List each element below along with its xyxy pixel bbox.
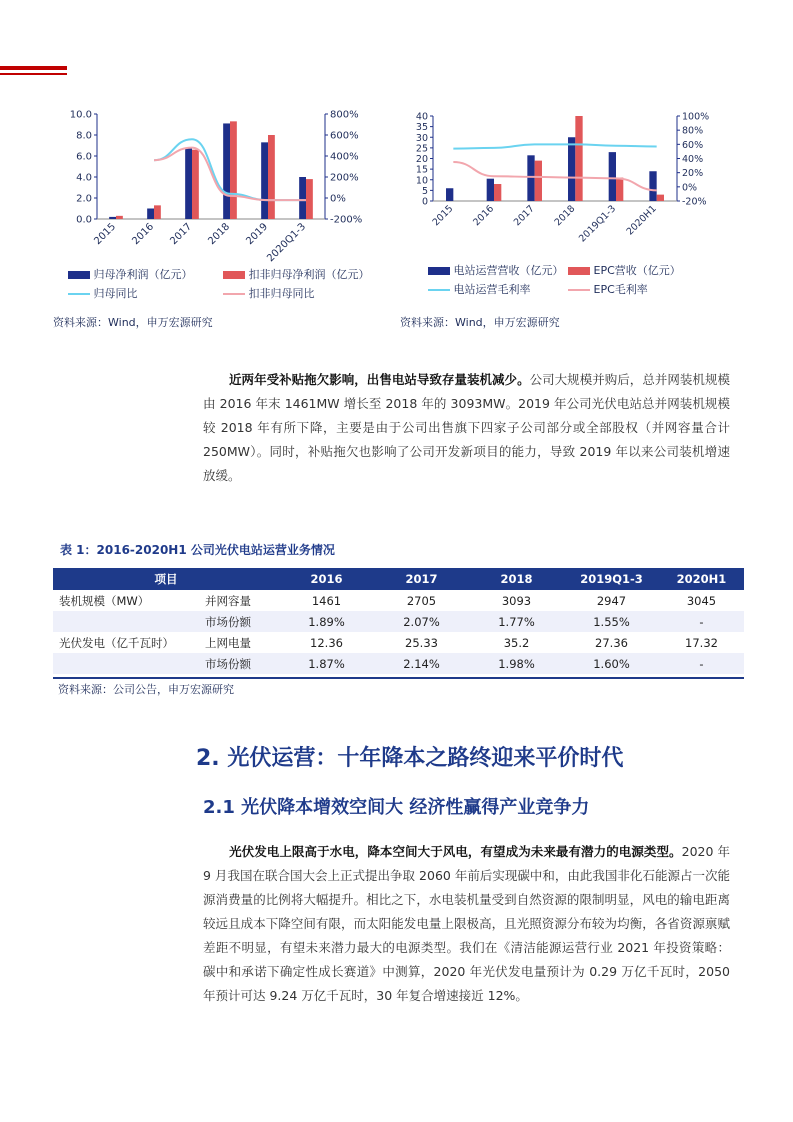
series-line xyxy=(453,144,656,148)
paragraph-2 xyxy=(203,840,730,1008)
legend-item xyxy=(68,266,193,282)
legend-item xyxy=(223,266,370,282)
bar xyxy=(192,150,199,219)
source-note-right: 资料来源：Wind，申万宏源研究 xyxy=(400,316,560,329)
y-tick-label-right: 200% xyxy=(330,172,359,184)
x-tick-label: 2018 xyxy=(206,221,233,248)
legend-swatch xyxy=(223,271,245,279)
table-cell: 2705 xyxy=(406,593,437,608)
operations-table xyxy=(53,568,744,674)
table-cell: 市场份额 xyxy=(199,611,279,632)
legend-label: 扣非归母净利润（亿元） xyxy=(248,268,370,281)
x-tick-label: 2015 xyxy=(92,221,119,248)
bar xyxy=(109,217,116,219)
y-tick-label-right: -200% xyxy=(330,214,363,226)
x-tick-label: 2019 xyxy=(244,221,271,248)
bar xyxy=(306,179,313,219)
x-tick-label: 2015 xyxy=(430,203,456,229)
table-row xyxy=(53,611,744,632)
legend-label: EPC营收（亿元） xyxy=(593,264,681,277)
table-cell: 并网容量 xyxy=(205,593,251,608)
table-cell: 25.33 xyxy=(405,635,438,650)
y-tick-label-right: 40% xyxy=(682,154,704,165)
table-cell: - xyxy=(659,653,744,674)
table-cell: 1.77% xyxy=(469,611,564,632)
table-cell: 35.2 xyxy=(503,635,530,650)
bar xyxy=(527,155,534,201)
table-header-cell: 2018 xyxy=(469,568,564,590)
bar xyxy=(116,216,123,219)
x-tick-label: 2017 xyxy=(168,221,195,248)
legend-label: EPC毛利率 xyxy=(593,283,648,296)
bar xyxy=(299,177,306,219)
table-source-note: 资料来源：公司公告，申万宏源研究 xyxy=(58,683,234,696)
legend-swatch xyxy=(428,267,450,275)
y-tick-label-left: 10 xyxy=(415,175,428,187)
y-tick-label-left: 8.0 xyxy=(76,130,92,142)
y-tick-label-left: 4.0 xyxy=(76,172,92,184)
bar xyxy=(446,188,453,201)
x-tick-label: 2017 xyxy=(511,203,537,229)
table-cell: 2947 xyxy=(596,593,627,608)
table-cell: 1.87% xyxy=(279,653,374,674)
x-tick-label: 2019Q1-3 xyxy=(576,203,619,245)
y-tick-label-left: 2.0 xyxy=(76,193,92,205)
table-cell: 1.55% xyxy=(564,611,659,632)
legend-item xyxy=(68,285,138,301)
table-row xyxy=(53,632,744,653)
bar xyxy=(657,195,664,201)
y-tick-label-right: 600% xyxy=(330,130,359,142)
y-tick-label-left: 6.0 xyxy=(76,151,92,163)
legend-label: 归母同比 xyxy=(93,287,138,300)
legend-swatch xyxy=(428,289,450,291)
bar xyxy=(535,161,542,201)
chart-revenue xyxy=(405,108,735,258)
x-tick-label: 2016 xyxy=(471,203,497,229)
y-tick-label-right: 100% xyxy=(682,111,710,123)
table-row xyxy=(53,590,744,611)
table-header-cell: 2019Q1-3 xyxy=(564,568,659,590)
bar xyxy=(575,116,582,201)
table-cell: 上网电量 xyxy=(205,635,251,650)
x-tick-label: 2020Q1-3 xyxy=(265,221,309,265)
bar xyxy=(147,209,154,220)
legend-item xyxy=(568,262,681,278)
bar xyxy=(616,178,623,201)
table-title: 表 1：2016-2020H1 公司光伏电站运营业务情况 xyxy=(60,543,335,557)
y-tick-label-left: 5 xyxy=(421,185,428,197)
bar xyxy=(154,205,161,219)
paragraph-2-lead: 光伏发电上限高于水电，降本空间大于风电，有望成为未来最有潜力的电源类型。 xyxy=(229,844,682,859)
paragraph-1-lead: 近两年受补贴拖欠影响，出售电站导致存量装机减少。 xyxy=(229,372,530,387)
legend-label: 电站运营毛利率 xyxy=(453,283,531,296)
y-tick-label-left: 20 xyxy=(415,154,428,165)
y-tick-label-right: 400% xyxy=(330,151,359,163)
legend-swatch xyxy=(68,271,90,279)
y-tick-label-right: 0% xyxy=(682,182,698,194)
bar xyxy=(268,135,275,219)
legend-swatch xyxy=(568,289,590,291)
y-tick-label-left: 25 xyxy=(415,143,428,155)
y-tick-label-left: 35 xyxy=(415,122,428,134)
y-tick-label-right: 0% xyxy=(330,193,346,205)
bar xyxy=(230,121,237,219)
y-tick-label-left: 30 xyxy=(415,132,428,144)
table-cell: 装机规模（MW） xyxy=(59,593,150,608)
legend-swatch xyxy=(223,293,245,295)
table-cell: 市场份额 xyxy=(199,653,279,674)
table-cell: 1461 xyxy=(311,593,342,608)
table-header-cell: 项目 xyxy=(53,568,279,590)
y-tick-label-right: 80% xyxy=(682,125,704,137)
y-tick-label-right: 20% xyxy=(682,168,704,180)
bar xyxy=(223,123,230,219)
table-cell: 光伏发电（亿千瓦时） xyxy=(59,635,174,650)
bar xyxy=(649,171,656,201)
table-cell: 1.98% xyxy=(469,653,564,674)
y-tick-label-left: 10.0 xyxy=(69,109,92,121)
legend-label: 扣非归母同比 xyxy=(248,287,315,300)
bar xyxy=(494,184,501,201)
y-tick-label-right: 800% xyxy=(330,109,359,121)
table-header-row xyxy=(53,568,744,590)
table-cell: 2.07% xyxy=(374,611,469,632)
subsection-heading: 2.1 光伏降本增效空间大 经济性赢得产业竞争力 xyxy=(203,797,590,818)
table-header-cell: 2020H1 xyxy=(659,568,744,590)
y-tick-label-left: 15 xyxy=(415,164,428,176)
legend-label: 归母净利润（亿元） xyxy=(93,268,193,281)
y-tick-label-left: 0 xyxy=(421,196,428,208)
x-tick-label: 2018 xyxy=(552,203,578,229)
paragraph-1 xyxy=(203,368,730,488)
legend-label: 电站运营营收（亿元） xyxy=(453,264,564,277)
bar xyxy=(487,179,494,201)
header-red-bar-thin xyxy=(0,73,67,75)
legend-item xyxy=(428,281,531,297)
table-header-cell: 2016 xyxy=(279,568,374,590)
bar xyxy=(185,148,192,219)
table-cell: 1.60% xyxy=(564,653,659,674)
legend-item xyxy=(223,285,315,301)
bar xyxy=(568,137,575,201)
table-header-cell: 2017 xyxy=(374,568,469,590)
legend-right xyxy=(428,262,748,300)
table-cell: 27.36 xyxy=(595,635,628,650)
table-row xyxy=(53,653,744,674)
series-line xyxy=(453,162,656,190)
y-tick-label-left: 0.0 xyxy=(76,214,92,226)
table-cell: 12.36 xyxy=(310,635,343,650)
paragraph-2-body: 2020 年 9 月我国在联合国大会上正式提出争取 2060 年前后实现碳中和，由此我国非化石能源占一次能源消费量的比例将大幅提升。相比之下，水电装机量受到自然资源的限制明显，风电的输电距离较远且成本下降空间有限，而太阳能发电量上限极高，且光照资源分布较为均衡，各省资源禀赋差距不明显，有望未来潜力最大的电源类型。我们在《清洁能源运营行业 2021 年投资策略：碳中和承诺下确定性成长赛道》中测算，2020 年光伏发电量预计为 0.29 万亿千瓦时，2050 年预计可达 9.24 万亿千瓦时，30 年复合增速接近 12%。 xyxy=(203,844,730,1003)
legend-item xyxy=(568,281,648,297)
y-tick-label-right: 60% xyxy=(682,139,704,151)
header-red-bar xyxy=(0,66,67,70)
paragraph-1-body: 公司大规模并购后，总并网装机规模由 2016 年末 1461MW 增长至 2018 年的 3093MW。2019 年公司光伏电站总并网装机规模较 2018 年有所下降，主要是由于公司出售旗下四家子公司部分或全部股权（并网容量合计 250MW）。同时，补贴拖欠也影响了公司开发新项目的能力，导致 2019 年以来公司装机增速放缓。 xyxy=(203,372,730,483)
table-cell: 3045 xyxy=(686,593,717,608)
legend-swatch xyxy=(68,293,90,295)
bar xyxy=(261,142,268,219)
legend-left xyxy=(68,266,388,304)
table-cell: 1.89% xyxy=(279,611,374,632)
table-cell: 17.32 xyxy=(685,635,718,650)
y-tick-label-left: 40 xyxy=(415,111,428,123)
x-tick-label: 2016 xyxy=(130,221,157,248)
table-cell: - xyxy=(659,611,744,632)
table-bottom-rule xyxy=(53,677,744,679)
legend-item xyxy=(428,262,564,278)
legend-swatch xyxy=(568,267,590,275)
table-cell xyxy=(53,653,199,674)
table-cell: 2.14% xyxy=(374,653,469,674)
table-cell: 3093 xyxy=(501,593,532,608)
section-heading: 2. 光伏运营：十年降本之路终迎来平价时代 xyxy=(196,746,624,771)
table-cell xyxy=(53,611,199,632)
source-note-left: 资料来源：Wind，申万宏源研究 xyxy=(53,316,213,329)
x-tick-label: 2020H1 xyxy=(624,203,659,238)
bar xyxy=(609,152,616,201)
y-tick-label-right: -20% xyxy=(682,196,707,208)
